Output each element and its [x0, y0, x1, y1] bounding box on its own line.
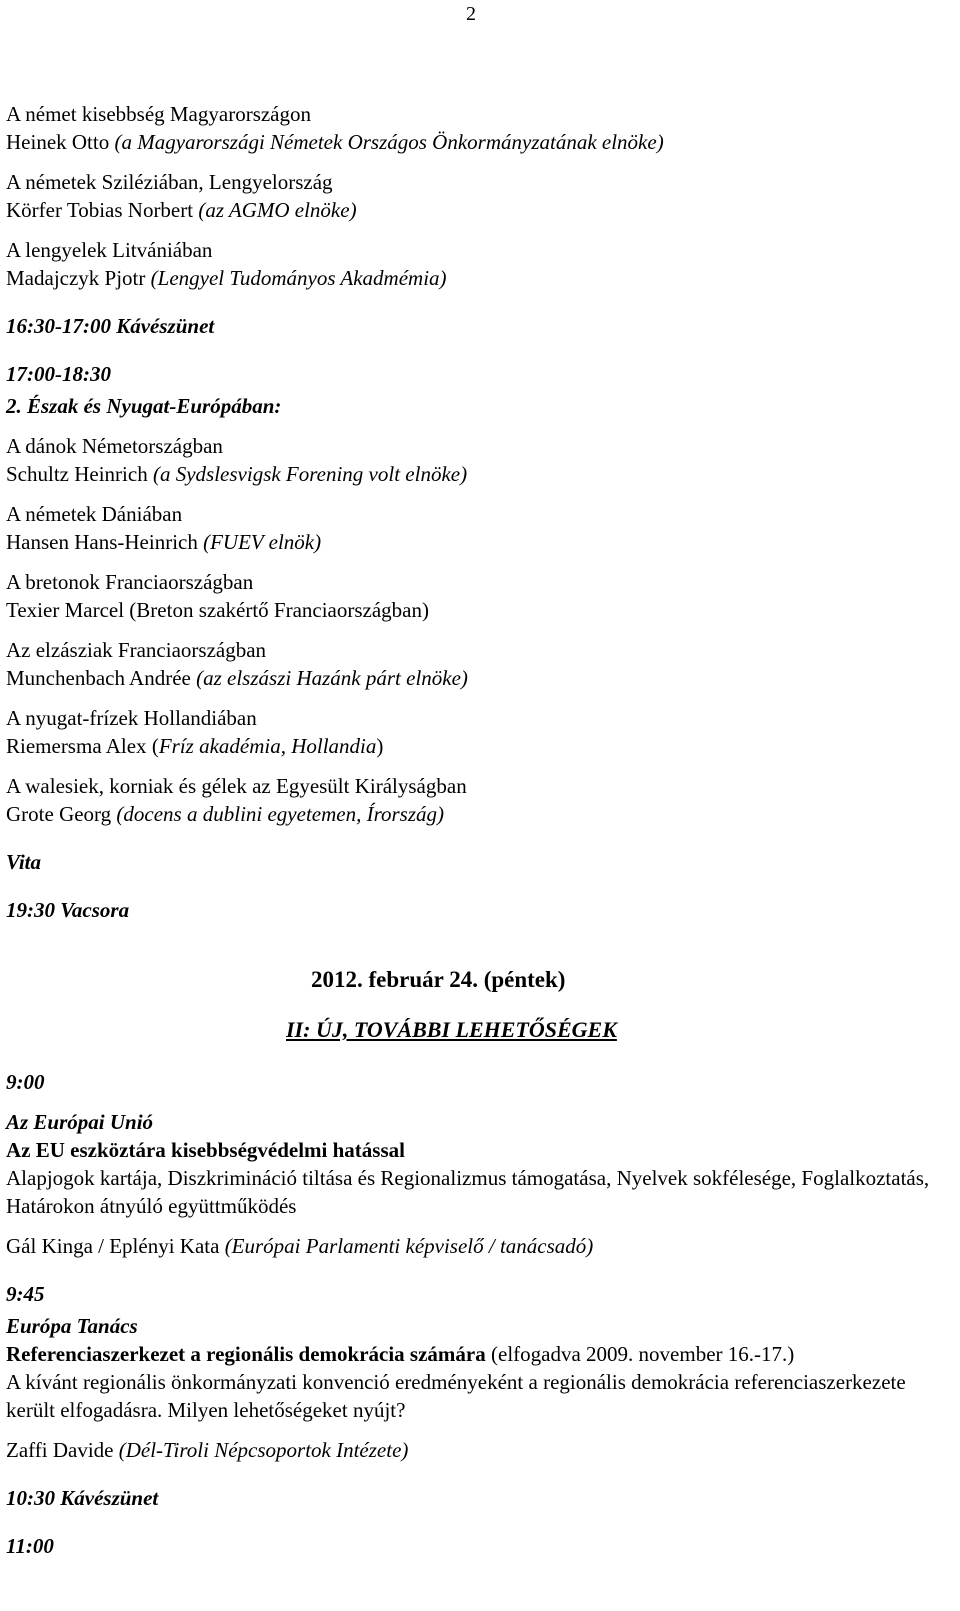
session-item [6, 500, 946, 556]
session-speaker-line [6, 264, 946, 292]
session-item [6, 568, 946, 624]
coffee-break [6, 1484, 946, 1512]
speaker-name: Zaffi Davide [6, 1438, 114, 1462]
session-title: A nyugat-frízek Hollandiában [6, 706, 257, 730]
item-description: Alapjogok kartája, Diszkrimináció tiltása és Regionalizmus támogatása, Nyelvek sokfélesége, Foglalkoztatás, Határokon átnyúló együttműködés [6, 1166, 930, 1218]
session-speaker-line [6, 460, 946, 488]
session-item [6, 772, 946, 828]
session-title: A lengyelek Litvániában [6, 238, 213, 262]
session-item [6, 100, 946, 156]
break-label: 10:30 Kávészünet [6, 1486, 159, 1510]
time-label: 9:45 [6, 1282, 45, 1306]
speaker-role: (Breton szakértő Franciaországban) [129, 598, 429, 622]
org-name: Európa Tanács [6, 1314, 138, 1338]
section-heading [6, 392, 946, 420]
speaker-role: (az elszászi Hazánk párt elnöke) [196, 666, 468, 690]
session-speaker-line [6, 128, 946, 156]
session-item [6, 236, 946, 292]
speaker-name: Körfer Tobias Norbert [6, 198, 194, 222]
item-title-note: (elfogadva 2009. november 16.-17.) [491, 1342, 795, 1366]
speaker-role: (Dél-Tiroli Népcsoportok Intézete) [118, 1438, 409, 1462]
speaker-name: Texier Marcel [6, 598, 125, 622]
time-slot [6, 1280, 946, 1308]
speaker-name: Madajczyk Pjotr [6, 266, 146, 290]
session-item [6, 636, 946, 692]
time-label: 17:00-18:30 [6, 362, 111, 386]
part-heading-text: II: ÚJ, TOVÁBBI LEHETŐSÉGEK [286, 1017, 617, 1042]
session-title: A német kisebbség Magyarországon [6, 102, 312, 126]
session-speaker-line [6, 196, 946, 224]
discussion-label: Vita [6, 850, 42, 874]
speaker-name: Grote Georg [6, 802, 112, 826]
speaker-role: (a Sydslesvigsk Forening volt elnöke) [152, 462, 468, 486]
session-item [6, 168, 946, 224]
item-description: A kívánt regionális önkormányzati konvenció eredményeként a regionális demokrácia referenciaszerkezete került elfogadásra. Milyen lehetőségeket nyújt? [6, 1370, 906, 1422]
org-name: Az Európai Unió [6, 1110, 154, 1134]
session-item [6, 432, 946, 488]
coffee-break [6, 312, 946, 340]
dinner [6, 896, 946, 924]
time-slot [6, 360, 946, 388]
speaker-role: (docens a dublini egyetemen, Írország) [116, 802, 444, 826]
speaker-name: Hansen Hans-Heinrich [6, 530, 198, 554]
speaker-role-open: ( [151, 734, 159, 758]
session-speaker-line [6, 596, 946, 624]
item-title: Az EU eszköztára kisebbségvédelmi hatással [6, 1138, 405, 1162]
section-title: 2. Észak és Nyugat-Európában: [6, 394, 282, 418]
speaker-role: (a Magyarországi Németek Országos Önkormányzatának elnöke) [114, 130, 664, 154]
session-speaker-line [6, 732, 946, 760]
agenda-item-coe [6, 1312, 946, 1424]
part-heading [6, 1016, 946, 1044]
speaker-role: (Európai Parlamenti képviselő / tanácsadó) [224, 1234, 594, 1258]
speaker-name: Schultz Heinrich [6, 462, 148, 486]
time-label: 9:00 [6, 1070, 45, 1094]
session-title: Az elzásziak Franciaországban [6, 638, 267, 662]
speaker-role: (Lengyel Tudományos Akadmémia) [150, 266, 447, 290]
speaker-name: Munchenbach Andrée [6, 666, 191, 690]
session-speaker-line [6, 1436, 946, 1464]
agenda-item-eu [6, 1108, 946, 1220]
speaker-role: Fríz akadémia, Hollandia [158, 734, 377, 758]
session-title: A németek Sziléziában, Lengyelország [6, 170, 333, 194]
session-speaker-line [6, 800, 946, 828]
page-number: 2 [466, 3, 476, 25]
speaker-name: Gál Kinga / Eplényi Kata [6, 1234, 220, 1258]
session-speaker-line [6, 664, 946, 692]
discussion [6, 848, 946, 876]
speaker-name: Heinek Otto [6, 130, 110, 154]
session-speaker-line [6, 528, 946, 556]
break-label: 16:30-17:00 Kávészünet [6, 314, 215, 338]
time-slot [6, 1532, 946, 1560]
speaker-role-close: ) [376, 734, 384, 758]
dinner-label: 19:30 Vacsora [6, 898, 130, 922]
session-title: A dánok Németországban [6, 434, 223, 458]
speaker-role: (FUEV elnök) [203, 530, 322, 554]
document-body [6, 100, 946, 1572]
time-slot [6, 1068, 946, 1096]
time-label: 11:00 [6, 1534, 54, 1558]
session-title: A bretonok Franciaországban [6, 570, 254, 594]
session-title: A walesiek, korniak és gélek az Egyesült Királyságban [6, 774, 467, 798]
session-speaker-line [6, 1232, 946, 1260]
session-item [6, 704, 946, 760]
date-heading: 2012. február 24. (péntek) [311, 967, 566, 992]
speaker-role: (az AGMO elnöke) [198, 198, 357, 222]
session-title: A németek Dániában [6, 502, 183, 526]
speaker-name: Riemersma Alex [6, 734, 147, 758]
item-title: Referenciaszerkezet a regionális demokrácia számára [6, 1342, 486, 1366]
